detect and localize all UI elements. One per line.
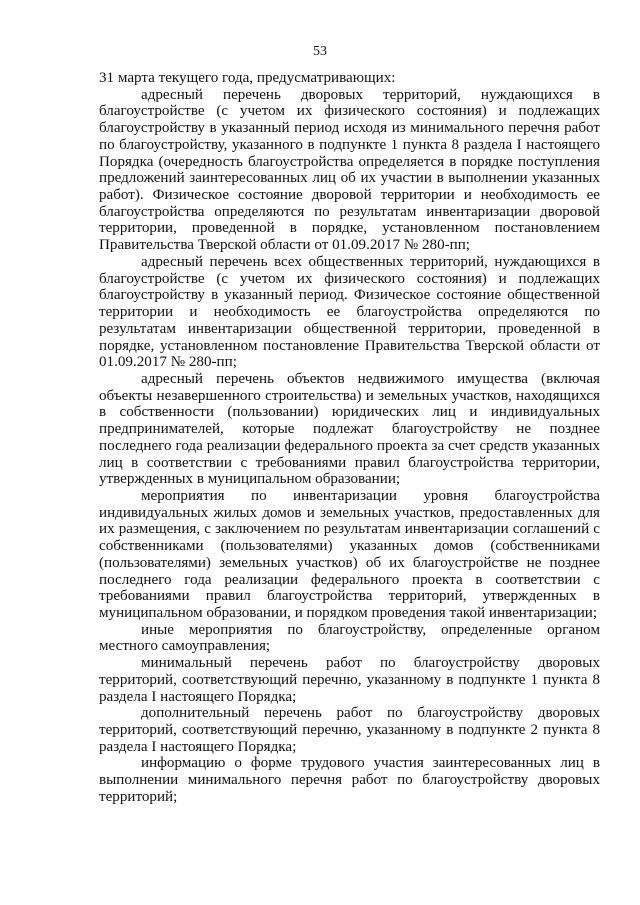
paragraph-courtyard-list: адресный перечень дворовых территорий, нуждающихся в благоустройстве (с учетом их физического состояния) и подлежащих благоустройству в указанный период исходя из минимального перечня работ по благоустройству, указанного в подпункте 1 пункта 8 раздела I настоящего Порядка (очередность благоустройства определяется в порядке поступления предложений заинтересованных лиц об их участии в выполнении указанных работ). Физическое состояние дворовой территории и необходимость ее благоустройства определяются по результатам инвентаризации дворовой территории, проведенной в порядке, установленном постановлением Правительства Тверской области от 01.09.2017 № 280-пп; [99, 86, 600, 254]
document-body [99, 70, 600, 806]
paragraph-real-estate-list: адресный перечень объектов недвижимого имущества (включая объекты незавершенного строительства) и земельных участков, находящихся в собственности (пользовании) юридических лиц и индивидуальных предпринимателей, которые подлежат благоустройству не позднее последнего года реализации федерального проекта за счет средств указанных лиц в соответствии с требованиями правил благоустройства территории, утвержденных в муниципальном образовании; [99, 370, 600, 488]
paragraph-other-measures: иные мероприятия по благоустройству, определенные органом местного самоуправления; [99, 621, 600, 655]
paragraph-additional-works-list: дополнительный перечень работ по благоустройству дворовых территорий, соответствующий перечню, указанному в подпункте 2 пункта 8 раздела I настоящего Порядка; [99, 705, 600, 755]
paragraph-labor-participation: информацию о форме трудового участия заинтересованных лиц в выполнении минимального перечня работ по благоустройству дворовых территорий; [99, 755, 600, 805]
page-number: 53 [313, 44, 327, 59]
paragraph-public-territories-list: адресный перечень всех общественных территорий, нуждающихся в благоустройстве (с учетом их физического состояния) и подлежащих благоустройству в указанный период. Физическое состояние общественной территории и необходимость ее благоустройства определяются по результатам инвентаризации общественной территории, проведенной в порядке, установленном постановление Правительства Тверской области от 01.09.2017 № 280-пп; [99, 253, 600, 371]
paragraph-inventory-measures: мероприятия по инвентаризации уровня благоустройства индивидуальных жилых домов и земельных участков, предоставленных для их размещения, с заключением по результатам инвентаризации соглашений с собственниками (пользователями) указанных домов (собственниками (пользователями) земельных участков) об их благоустройстве не позднее последнего года реализации федерального проекта в соответствии с требованиями правил благоустройства территорий, утвержденных в муниципальном образовании, и порядком проведения такой инвентаризации; [99, 487, 600, 621]
paragraph-minimal-works-list: минимальный перечень работ по благоустройству дворовых территорий, соответствующий перечню, указанному в подпункте 1 пункта 8 раздела I настоящего Порядка; [99, 655, 600, 705]
paragraph-continuation: 31 марта текущего года, предусматривающих: [99, 70, 396, 86]
